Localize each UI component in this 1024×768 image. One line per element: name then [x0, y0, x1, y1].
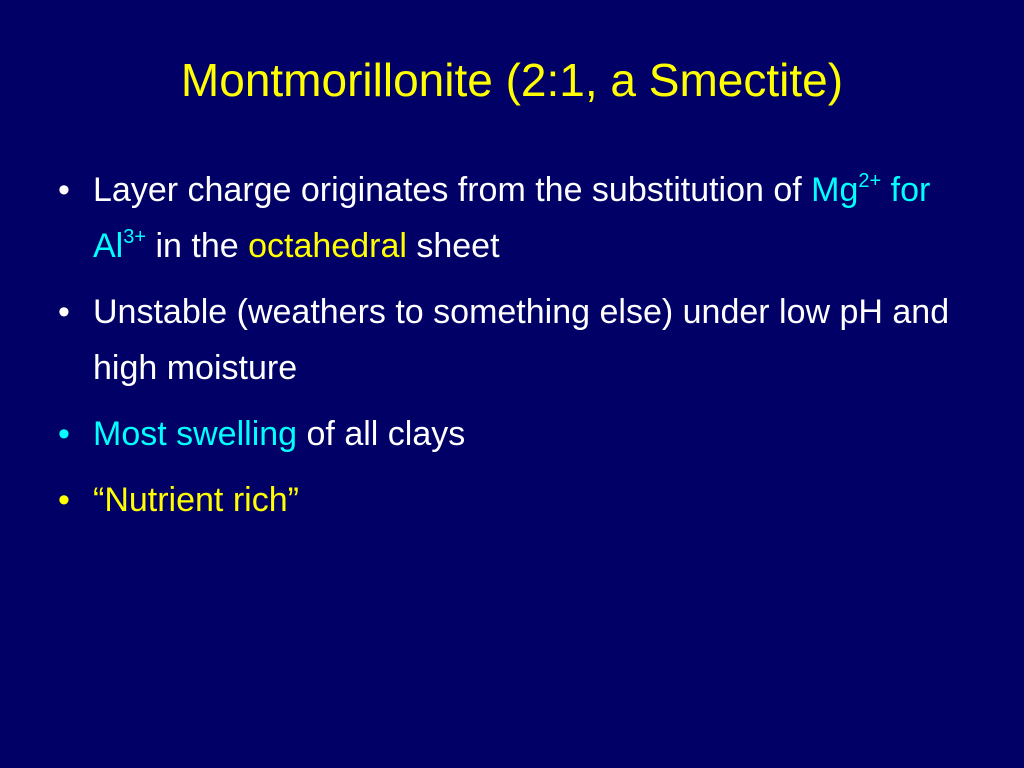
mg-ion-text: Mg	[811, 171, 859, 209]
bullet-item-nutrient-rich	[58, 472, 958, 528]
bullet-symbol: •	[58, 171, 70, 209]
bullet-symbol: •	[58, 415, 70, 453]
nutrient-rich-text: “Nutrient rich”	[93, 481, 299, 519]
octahedral-highlight: octahedral	[248, 227, 407, 265]
mg-charge-superscript: 2+	[858, 170, 882, 192]
slide-title: Montmorillonite (2:1, a Smectite)	[180, 54, 844, 106]
bullet-text: sheet	[406, 227, 500, 265]
bullet-text: Layer charge originates from the substitution of	[93, 171, 812, 209]
most-swelling-highlight: Most swelling	[93, 415, 298, 453]
bullet-item-swelling	[58, 406, 958, 462]
bullet-list	[58, 162, 958, 538]
for-al-text: for Al	[93, 171, 931, 265]
bullet-text: of all clays	[297, 415, 466, 453]
bullet-item-unstable	[58, 284, 958, 396]
bullet-symbol: •	[58, 293, 70, 331]
bullet-text: Unstable (weathers to something else) under low pH and high moisture	[93, 293, 950, 387]
al-charge-superscript: 3+	[123, 226, 147, 248]
bullet-text: in the	[146, 227, 249, 265]
bullet-symbol: •	[58, 481, 70, 519]
bullet-item-layer-charge	[58, 162, 958, 274]
